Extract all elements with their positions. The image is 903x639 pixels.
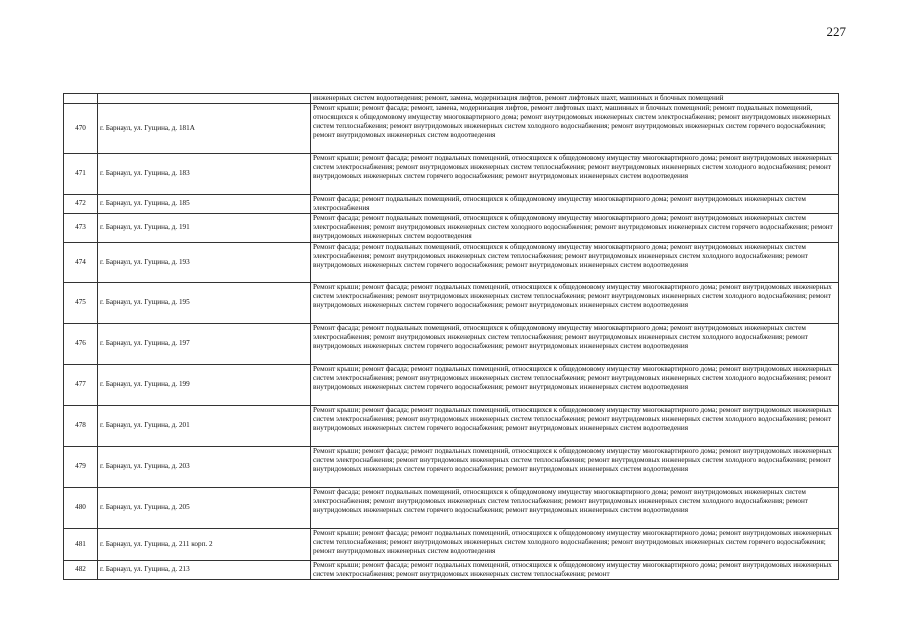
table-row — [64, 153, 839, 194]
table-row — [64, 242, 839, 282]
work-cell: Ремонт фасада; ремонт подвальных помещений, относящихся к общедомовому имуществу многоквартирного дома; ремонт внутридомовых инженерных систем электроснабжения; ремонт внутридомовых инженерных систем теплоснабжения; ремонт внутридомовых инженерных систем холодного водоснабжения; ремонт внутридомовых инженерных систем горячего водоснабжения; ремонт внутридомовых инженерных систем водоотведения — [311, 487, 839, 528]
table-row — [64, 528, 839, 560]
address-cell: г. Барнаул, ул. Гущина, д. 199 — [98, 364, 311, 405]
address-cell: г. Барнаул, ул. Гущина, д. 201 — [98, 405, 311, 446]
table-row — [64, 446, 839, 487]
repair-works-table — [63, 93, 839, 580]
row-number-cell: 470 — [64, 103, 98, 153]
page-number: 227 — [826, 24, 846, 39]
work-cell: Ремонт фасада; ремонт подвальных помещений, относящихся к общедомовому имуществу многоквартирного дома; ремонт внутридомовых инженерных систем электроснабжения; ремонт внутридомовых инженерных систем холодного водоснабжения; ремонт внутридомовых инженерных систем горячего водоснабжения; ремонт внутридомовых инженерных систем водоотведения — [311, 213, 839, 242]
row-number-cell: 472 — [64, 194, 98, 213]
address-cell: г. Барнаул, ул. Гущина, д. 183 — [98, 153, 311, 194]
row-number-cell: 480 — [64, 487, 98, 528]
address-cell — [98, 94, 311, 104]
table-row — [64, 405, 839, 446]
work-cell: Ремонт фасада; ремонт подвальных помещений, относящихся к общедомовому имуществу многоквартирного дома; ремонт внутридомовых инженерных систем электроснабжения — [311, 194, 839, 213]
row-number-cell: 471 — [64, 153, 98, 194]
continuation-row — [64, 94, 839, 104]
work-cell: Ремонт фасада; ремонт подвальных помещений, относящихся к общедомовому имуществу многоквартирного дома; ремонт внутридомовых инженерных систем электроснабжения; ремонт внутридомовых инженерных систем теплоснабжения; ремонт внутридомовых инженерных систем холодного водоснабжения; ремонт внутридомовых инженерных систем горячего водоснабжения; ремонт внутридомовых инженерных систем водоотведения — [311, 323, 839, 364]
table-row — [64, 323, 839, 364]
row-number-cell: 473 — [64, 213, 98, 242]
work-cell: Ремонт крыши; ремонт фасада; ремонт подвальных помещений, относящихся к общедомовому имуществу многоквартирного дома; ремонт внутридомовых инженерных систем электроснабжения; ремонт внутридомовых инженерных систем теплоснабжения; ремонт внутридомовых инженерных систем холодного водоснабжения; ремонт внутридомовых инженерных систем горячего водоснабжения; ремонт внутридомовых инженерных систем водоотведения — [311, 153, 839, 194]
work-cell: Ремонт крыши; ремонт фасада; ремонт подвальных помещений, относящихся к общедомовому имуществу многоквартирного дома; ремонт внутридомовых инженерных систем электроснабжения; ремонт внутридомовых инженерных систем теплоснабжения; ремонт внутридомовых инженерных систем холодного водоснабжения; ремонт внутридомовых инженерных систем горячего водоснабжения; ремонт внутридомовых инженерных систем водоотведения — [311, 446, 839, 487]
address-cell: г. Барнаул, ул. Гущина, д. 211 корп. 2 — [98, 528, 311, 560]
row-number-cell: 476 — [64, 323, 98, 364]
work-cell: Ремонт крыши; ремонт фасада; ремонт подвальных помещений, относящихся к общедомовому имуществу многоквартирного дома; ремонт внутридомовых инженерных систем электроснабжения; ремонт внутридомовых инженерных систем теплоснабжения; ремонт — [311, 560, 839, 579]
row-number-cell: 475 — [64, 282, 98, 323]
table-row — [64, 213, 839, 242]
table-row — [64, 103, 839, 153]
row-number-cell — [64, 94, 98, 104]
row-number-cell: 477 — [64, 364, 98, 405]
work-cell: инженерных систем водоотведения; ремонт, замена, модернизация лифтов, ремонт лифтовых шахт, машинных и блочных помещений — [311, 94, 839, 104]
table-row — [64, 487, 839, 528]
table-row — [64, 364, 839, 405]
work-cell: Ремонт крыши; ремонт фасада; ремонт, замена, модернизация лифтов, ремонт лифтовых шахт, машинных и блочных помещений; ремонт подвальных помещений, относящихся к общедомовому имуществу многоквартирного дома; ремонт внутридомовых инженерных систем электроснабжения; ремонт внутридомовых инженерных систем теплоснабжения; ремонт внутридомовых инженерных систем холодного водоснабжения; ремонт внутридомовых инженерных систем горячего водоснабжения; ремонт внутридомовых инженерных систем водоотведения — [311, 103, 839, 153]
work-cell: Ремонт фасада; ремонт подвальных помещений, относящихся к общедомовому имуществу многоквартирного дома; ремонт внутридомовых инженерных систем электроснабжения; ремонт внутридомовых инженерных систем теплоснабжения; ремонт внутридомовых инженерных систем холодного водоснабжения; ремонт внутридомовых инженерных систем горячего водоснабжения; ремонт внутридомовых инженерных систем водоотведения — [311, 242, 839, 282]
row-number-cell: 482 — [64, 560, 98, 579]
table-row — [64, 560, 839, 579]
row-number-cell: 479 — [64, 446, 98, 487]
table-body — [64, 94, 839, 580]
table-row — [64, 194, 839, 213]
work-cell: Ремонт крыши; ремонт фасада; ремонт подвальных помещений, относящихся к общедомовому имуществу многоквартирного дома; ремонт внутридомовых инженерных систем электроснабжения; ремонт внутридомовых инженерных систем теплоснабжения; ремонт внутридомовых инженерных систем холодного водоснабжения; ремонт внутридомовых инженерных систем горячего водоснабжения; ремонт внутридомовых инженерных систем водоотведения — [311, 282, 839, 323]
row-number-cell: 481 — [64, 528, 98, 560]
address-cell: г. Барнаул, ул. Гущина, д. 205 — [98, 487, 311, 528]
address-cell: г. Барнаул, ул. Гущина, д. 203 — [98, 446, 311, 487]
work-cell: Ремонт крыши; ремонт фасада; ремонт подвальных помещений, относящихся к общедомовому имуществу многоквартирного дома; ремонт внутридомовых инженерных систем электроснабжения; ремонт внутридомовых инженерных систем теплоснабжения; ремонт внутридомовых инженерных систем холодного водоснабжения; ремонт внутридомовых инженерных систем горячего водоснабжения; ремонт внутридомовых инженерных систем водоотведения — [311, 364, 839, 405]
row-number-cell: 474 — [64, 242, 98, 282]
address-cell: г. Барнаул, ул. Гущина, д. 193 — [98, 242, 311, 282]
address-cell: г. Барнаул, ул. Гущина, д. 195 — [98, 282, 311, 323]
address-cell: г. Барнаул, ул. Гущина, д. 197 — [98, 323, 311, 364]
table-row — [64, 282, 839, 323]
work-cell: Ремонт крыши; ремонт фасада; ремонт подвальных помещений, относящихся к общедомовому имуществу многоквартирного дома; ремонт внутридомовых инженерных систем теплоснабжения; ремонт внутридомовых инженерных систем холодного водоснабжения; ремонт внутридомовых инженерных систем горячего водоснабжения; ремонт внутридомовых инженерных систем водоотведения — [311, 528, 839, 560]
address-cell: г. Барнаул, ул. Гущина, д. 213 — [98, 560, 311, 579]
address-cell: г. Барнаул, ул. Гущина, д. 191 — [98, 213, 311, 242]
work-cell: Ремонт крыши; ремонт фасада; ремонт подвальных помещений, относящихся к общедомовому имуществу многоквартирного дома; ремонт внутридомовых инженерных систем электроснабжения; ремонт внутридомовых инженерных систем теплоснабжения; ремонт внутридомовых инженерных систем холодного водоснабжения; ремонт внутридомовых инженерных систем горячего водоснабжения; ремонт внутридомовых инженерных систем водоотведения — [311, 405, 839, 446]
row-number-cell: 478 — [64, 405, 98, 446]
address-cell: г. Барнаул, ул. Гущина, д. 181А — [98, 103, 311, 153]
address-cell: г. Барнаул, ул. Гущина, д. 185 — [98, 194, 311, 213]
